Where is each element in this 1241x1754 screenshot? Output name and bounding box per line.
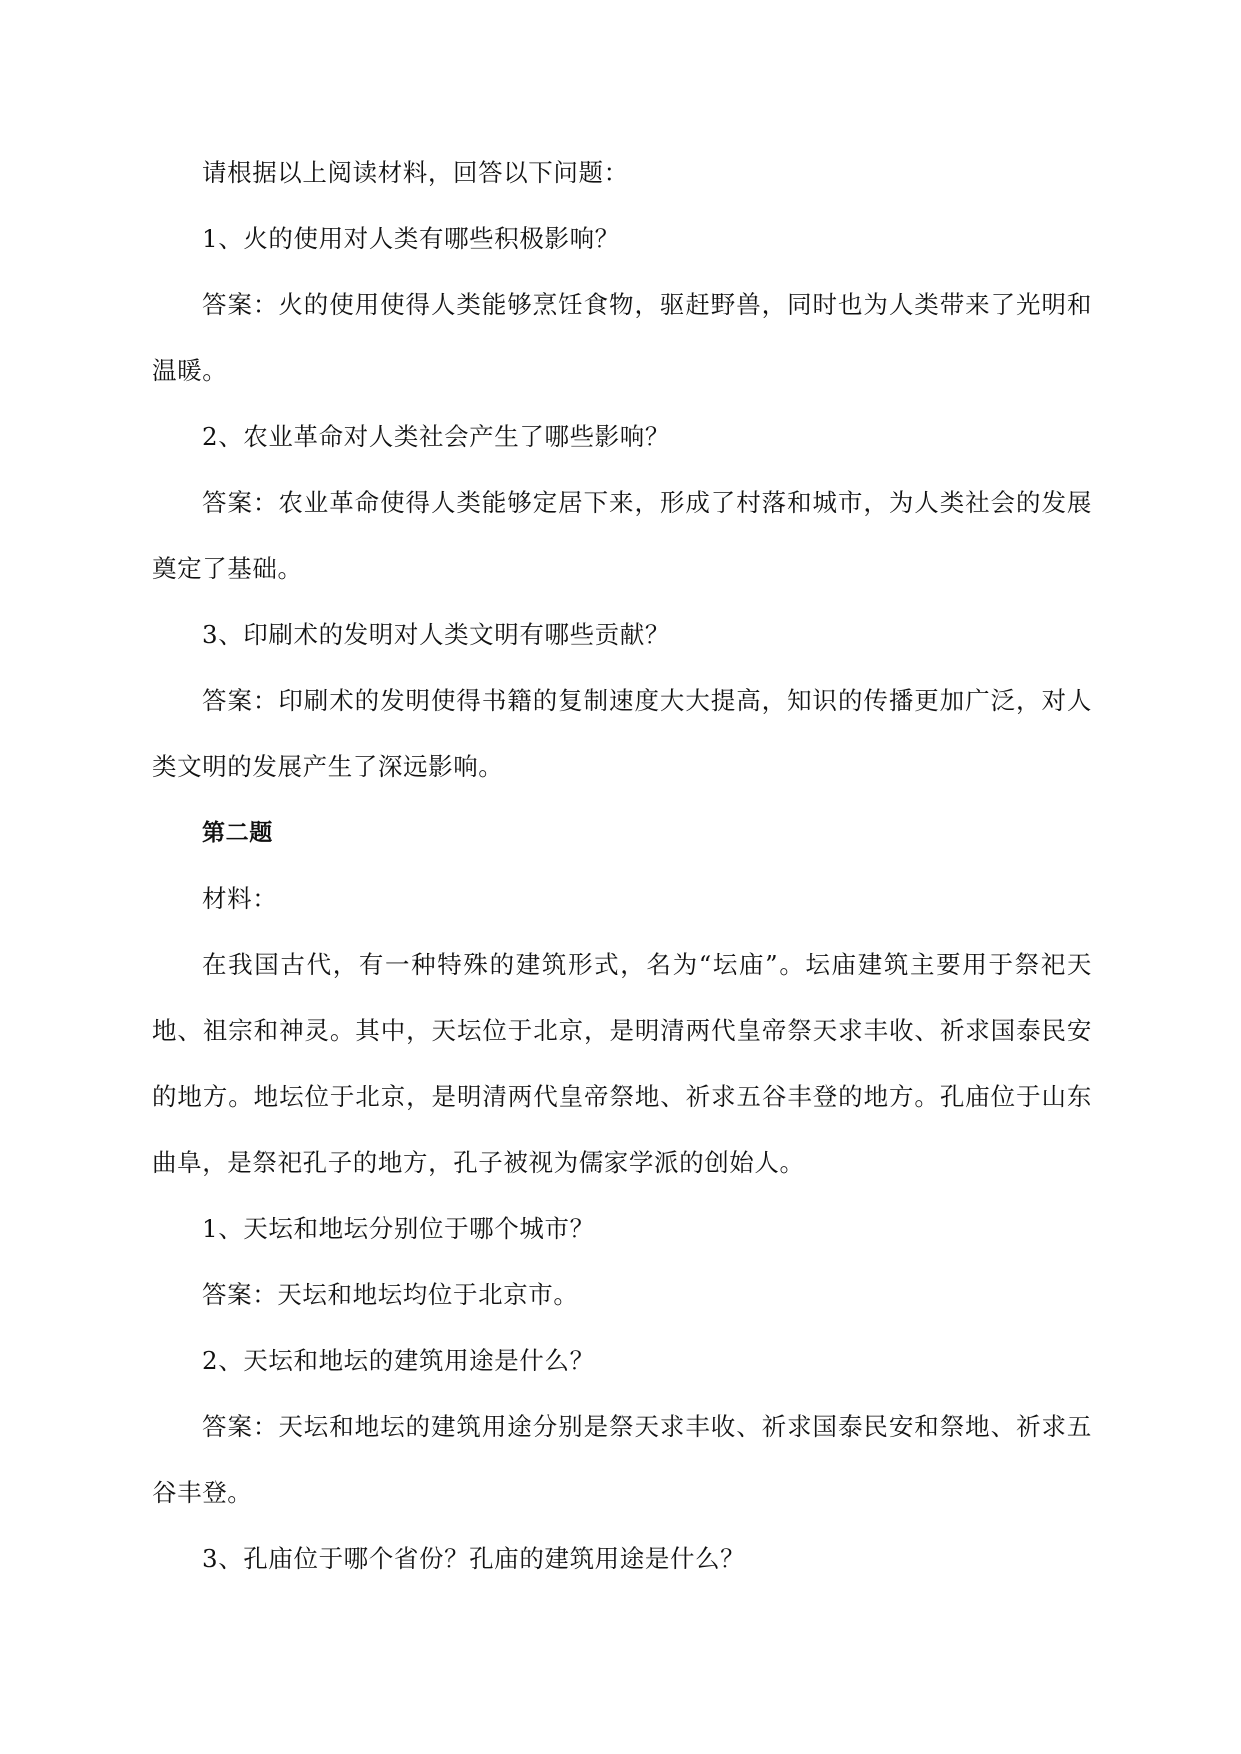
answer-2-agriculture: 答案：农业革命使得人类能够定居下来，形成了村落和城市，为人类社会的发展奠定了基础。: [152, 488, 1092, 583]
question-2-agriculture: 2、农业革命对人类社会产生了哪些影响？: [202, 422, 670, 451]
material-label: 材料：: [202, 884, 278, 913]
question-1-location: 1、天坛和地坛分别位于哪个城市？: [202, 1214, 595, 1243]
instruction-text: 请根据以上阅读材料，回答以下问题：: [202, 158, 629, 187]
question-3-printing: 3、印刷术的发明对人类文明有哪些贡献？: [202, 620, 670, 649]
question-1-fire: 1、火的使用对人类有哪些积极影响？: [202, 224, 620, 253]
answer-1-fire: 答案：火的使用使得人类能够烹饪食物，驱赶野兽，同时也为人类带来了光明和温暖。: [152, 290, 1092, 385]
material-text: 在我国古代，有一种特殊的建筑形式，名为“坛庙”。坛庙建筑主要用于祭祀天地、祖宗和神灵。其中，天坛位于北京，是明清两代皇帝祭天求丰收、祈求国泰民安的地方。地坛位于北京，是明清两代皇帝祭地、祈求五谷丰登的地方。孔庙位于山东曲阜，是祭祀孔子的地方，孔子被视为儒家学派的创始人。: [152, 950, 1092, 1177]
question-2-purpose: 2、天坛和地坛的建筑用途是什么？: [202, 1346, 595, 1375]
section-heading: 第二题: [202, 820, 273, 846]
answer-3-printing: 答案：印刷术的发明使得书籍的复制速度大大提高，知识的传播更加广泛，对人类文明的发展产生了深远影响。: [152, 686, 1092, 781]
question-3-confucius-temple: 3、孔庙位于哪个省份？孔庙的建筑用途是什么？: [202, 1544, 746, 1573]
answer-1-location: 答案：天坛和地坛均位于北京市。: [202, 1280, 579, 1309]
document-body: [152, 140, 1092, 1592]
answer-2-purpose: 答案：天坛和地坛的建筑用途分别是祭天求丰收、祈求国泰民安和祭地、祈求五谷丰登。: [152, 1412, 1092, 1507]
